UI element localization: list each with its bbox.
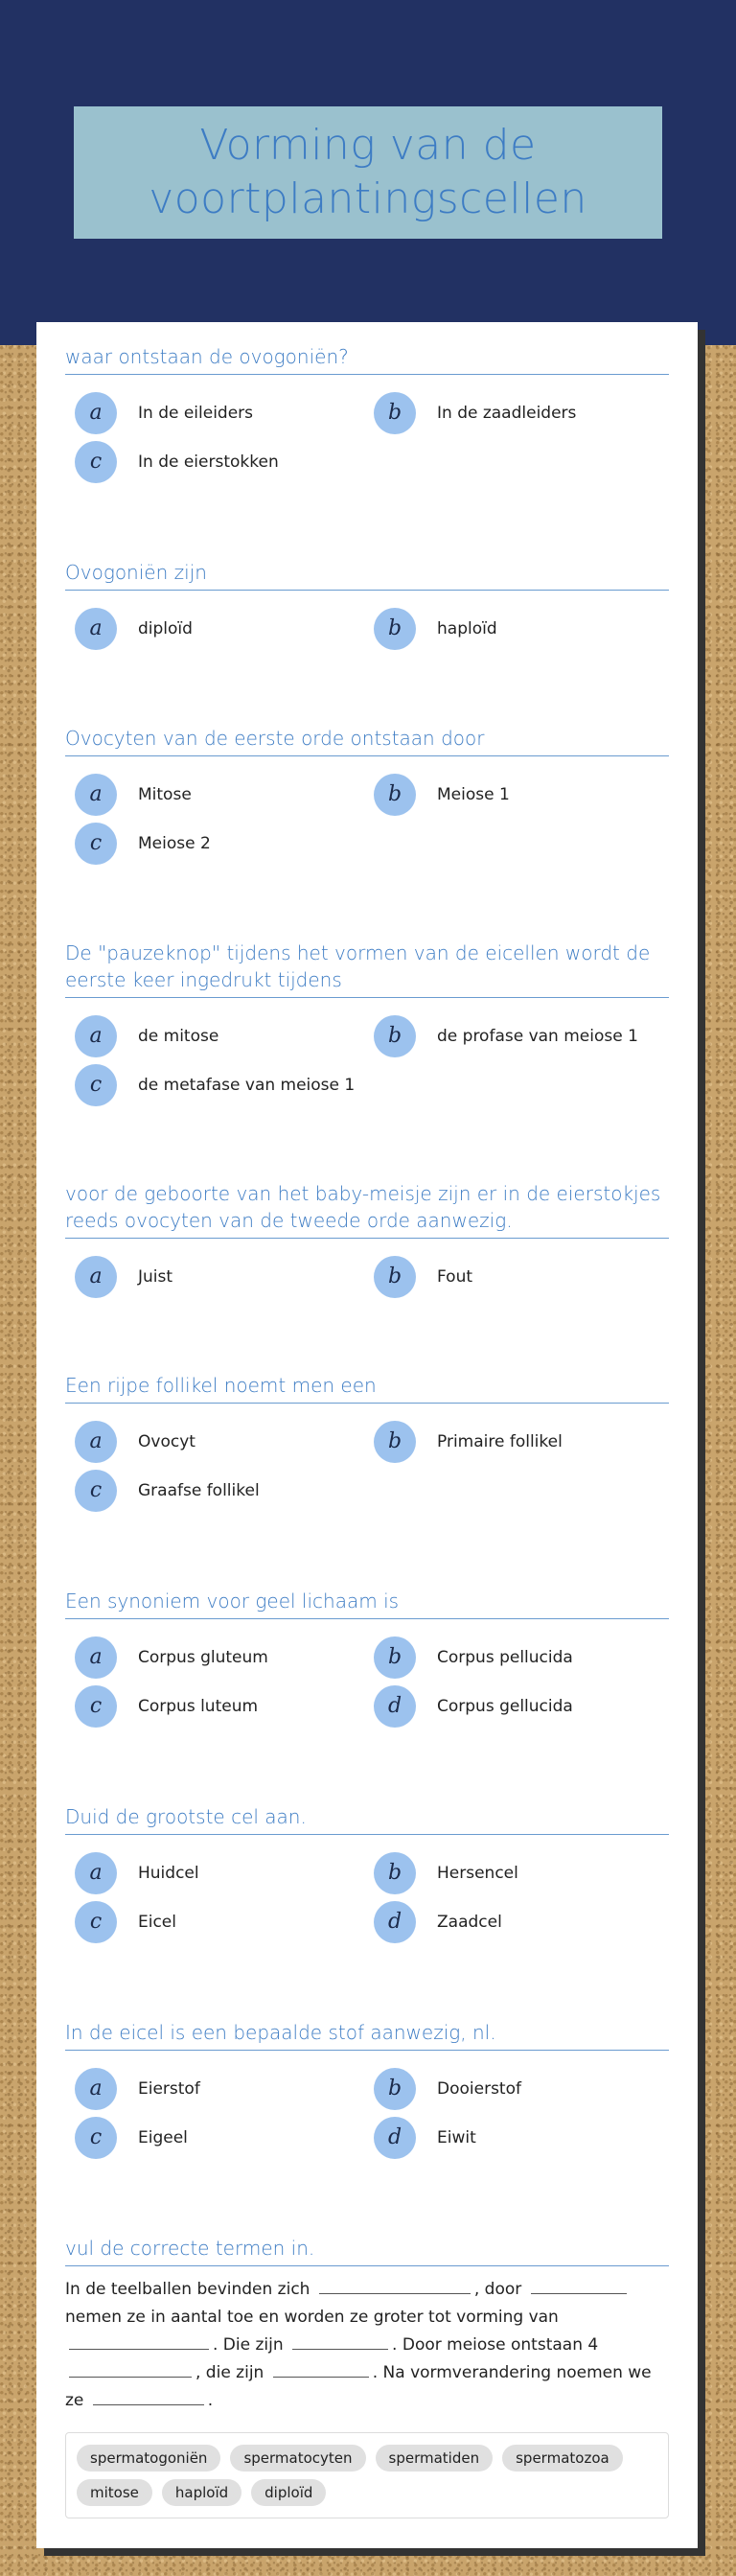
question-title: De "pauzeknop" tijdens het vormen van de eicellen wordt de eerste keer ingedrukt tijdens xyxy=(65,940,669,998)
question-title: voor de geboorte van het baby-meisje zijn er in de eierstokjes reeds ovocyten van de tweede orde aanwezig. xyxy=(65,1180,669,1239)
title-box xyxy=(74,106,662,239)
word-chip[interactable]: spermatozoa xyxy=(502,2445,623,2472)
worksheet-card xyxy=(36,322,698,2548)
fill-text-segment: . xyxy=(207,2391,214,2410)
option-letter-badge: b xyxy=(374,1256,416,1298)
question-title: Een synoniem voor geel lichaam is xyxy=(65,1588,669,1619)
word-chip[interactable]: haploïd xyxy=(162,2479,242,2506)
option-letter-badge: a xyxy=(75,1015,117,1057)
word-chip[interactable]: spermatiden xyxy=(376,2445,494,2472)
option-a[interactable] xyxy=(65,1633,364,1682)
question-7 xyxy=(65,1588,669,1730)
option-label: Meiose 2 xyxy=(138,833,211,853)
blank-field[interactable] xyxy=(292,2332,388,2350)
option-label: Hersencel xyxy=(437,1863,518,1883)
option-b[interactable] xyxy=(364,1633,663,1682)
option-letter-badge: b xyxy=(374,1636,416,1679)
option-c[interactable] xyxy=(65,1060,364,1109)
option-label: Corpus gluteum xyxy=(138,1647,268,1667)
option-label: de profase van meiose 1 xyxy=(437,1026,638,1046)
question-4 xyxy=(65,940,669,1109)
option-label: Dooierstof xyxy=(437,2078,521,2099)
option-label: Mitose xyxy=(138,784,192,804)
option-letter-badge: c xyxy=(75,1470,117,1512)
option-letter-badge: c xyxy=(75,441,117,483)
option-label: In de zaadleiders xyxy=(437,403,577,423)
option-letter-badge: d xyxy=(374,2117,416,2159)
option-letter-badge: d xyxy=(374,1685,416,1728)
fill-text-segment: In de teelballen bevinden zich xyxy=(65,2280,310,2299)
blank-field[interactable] xyxy=(319,2277,471,2294)
word-bank xyxy=(65,2432,669,2518)
option-c[interactable] xyxy=(65,2113,364,2162)
option-letter-badge: d xyxy=(374,1901,416,1943)
question-3 xyxy=(65,725,669,868)
option-letter-badge: b xyxy=(374,392,416,434)
option-letter-badge: b xyxy=(374,608,416,650)
option-letter-badge: c xyxy=(75,1685,117,1728)
option-label: In de eierstokken xyxy=(138,452,279,472)
option-letter-badge: b xyxy=(374,1421,416,1463)
word-chip[interactable]: diploïd xyxy=(251,2479,326,2506)
option-letter-badge: a xyxy=(75,608,117,650)
option-label: Ovocyt xyxy=(138,1431,196,1451)
question-title: In de eicel is een bepaalde stof aanwezig, nl. xyxy=(65,2019,669,2051)
option-letter-badge: a xyxy=(75,1421,117,1463)
option-letter-badge: a xyxy=(75,1256,117,1298)
option-letter-badge: b xyxy=(374,1015,416,1057)
option-a[interactable] xyxy=(65,1252,364,1301)
question-title: vul de correcte termen in. xyxy=(65,2235,669,2266)
question-title: Ovocyten van de eerste orde ontstaan door xyxy=(65,725,669,756)
option-letter-badge: a xyxy=(75,392,117,434)
option-letter-badge: a xyxy=(75,774,117,816)
option-label: de metafase van meiose 1 xyxy=(138,1075,356,1095)
fill-in-text xyxy=(65,2276,669,2415)
option-letter-badge: a xyxy=(75,1636,117,1679)
option-b[interactable] xyxy=(364,2064,663,2113)
option-label: haploïd xyxy=(437,618,497,638)
option-a[interactable] xyxy=(65,604,364,653)
option-label: Eierstof xyxy=(138,2078,200,2099)
option-c[interactable] xyxy=(65,819,364,868)
blank-field[interactable] xyxy=(273,2360,369,2378)
option-label: Fout xyxy=(437,1266,473,1287)
option-a[interactable] xyxy=(65,770,364,819)
option-label: Eiwit xyxy=(437,2127,476,2147)
option-label: In de eileiders xyxy=(138,403,254,423)
blank-field[interactable] xyxy=(531,2277,627,2294)
option-a[interactable] xyxy=(65,1417,364,1466)
option-label: Meiose 1 xyxy=(437,784,510,804)
option-b[interactable] xyxy=(364,604,663,653)
option-a[interactable] xyxy=(65,2064,364,2113)
blank-field[interactable] xyxy=(93,2388,204,2405)
option-c[interactable] xyxy=(65,1466,364,1515)
option-label: Primaire follikel xyxy=(437,1431,563,1451)
option-label: Zaadcel xyxy=(437,1912,502,1932)
option-b[interactable] xyxy=(364,1011,663,1060)
question-title: Ovogoniën zijn xyxy=(65,559,669,591)
option-letter-badge: c xyxy=(75,1064,117,1106)
option-letter-badge: c xyxy=(75,2117,117,2159)
option-letter-badge: b xyxy=(374,1852,416,1894)
option-d[interactable] xyxy=(364,1897,663,1946)
option-letter-badge: c xyxy=(75,823,117,865)
option-label: Eigeel xyxy=(138,2127,188,2147)
blank-field[interactable] xyxy=(69,2332,209,2350)
option-c[interactable] xyxy=(65,437,364,486)
fill-text-segment: . Na vormverandering noemen we ze xyxy=(65,2363,652,2410)
option-letter-badge: b xyxy=(374,2068,416,2110)
question-6 xyxy=(65,1372,669,1515)
option-label: Corpus pellucida xyxy=(437,1647,573,1667)
question-5 xyxy=(65,1180,669,1301)
option-a[interactable] xyxy=(65,1848,364,1897)
option-c[interactable] xyxy=(65,1682,364,1730)
option-label: Eicel xyxy=(138,1912,176,1932)
option-label: Corpus luteum xyxy=(138,1696,259,1716)
option-label: de mitose xyxy=(138,1026,219,1046)
word-chip[interactable]: spermatocyten xyxy=(230,2445,365,2472)
option-label: Corpus gellucida xyxy=(437,1696,573,1716)
option-a[interactable] xyxy=(65,1011,364,1060)
fill-text-segment: nemen ze in aantal toe en worden ze groter tot vorming van xyxy=(65,2308,559,2327)
option-b[interactable] xyxy=(364,1252,663,1301)
fill-text-segment: , door xyxy=(473,2280,522,2299)
option-b[interactable] xyxy=(364,388,663,437)
option-label: diploïd xyxy=(138,618,193,638)
question-1 xyxy=(65,343,669,486)
option-a[interactable] xyxy=(65,388,364,437)
option-b[interactable] xyxy=(364,770,663,819)
word-chip[interactable]: spermatogoniën xyxy=(77,2445,220,2472)
fill-text-segment: . Die zijn xyxy=(213,2335,284,2355)
question-8 xyxy=(65,1803,669,1946)
option-d[interactable] xyxy=(364,1682,663,1730)
option-letter-badge: a xyxy=(75,2068,117,2110)
option-d[interactable] xyxy=(364,2113,663,2162)
option-letter-badge: c xyxy=(75,1901,117,1943)
option-b[interactable] xyxy=(364,1417,663,1466)
option-c[interactable] xyxy=(65,1897,364,1946)
question-title: Duid de grootste cel aan. xyxy=(65,1803,669,1835)
page-title: Vorming van de voortplantingscellen xyxy=(149,121,587,223)
option-label: Huidcel xyxy=(138,1863,199,1883)
option-label: Juist xyxy=(138,1266,173,1287)
option-b[interactable] xyxy=(364,1848,663,1897)
question-title: waar ontstaan de ovogoniën? xyxy=(65,343,669,375)
fill-text-segment: , die zijn xyxy=(196,2363,264,2382)
fill-in-question xyxy=(65,2235,669,2518)
question-2 xyxy=(65,559,669,653)
question-9 xyxy=(65,2019,669,2162)
question-title: Een rijpe follikel noemt men een xyxy=(65,1372,669,1404)
fill-text-segment: . Door meiose ontstaan 4 xyxy=(392,2335,599,2355)
blank-field[interactable] xyxy=(69,2360,192,2378)
option-label: Graafse follikel xyxy=(138,1480,260,1500)
option-letter-badge: b xyxy=(374,774,416,816)
option-letter-badge: a xyxy=(75,1852,117,1894)
word-chip[interactable]: mitose xyxy=(77,2479,152,2506)
